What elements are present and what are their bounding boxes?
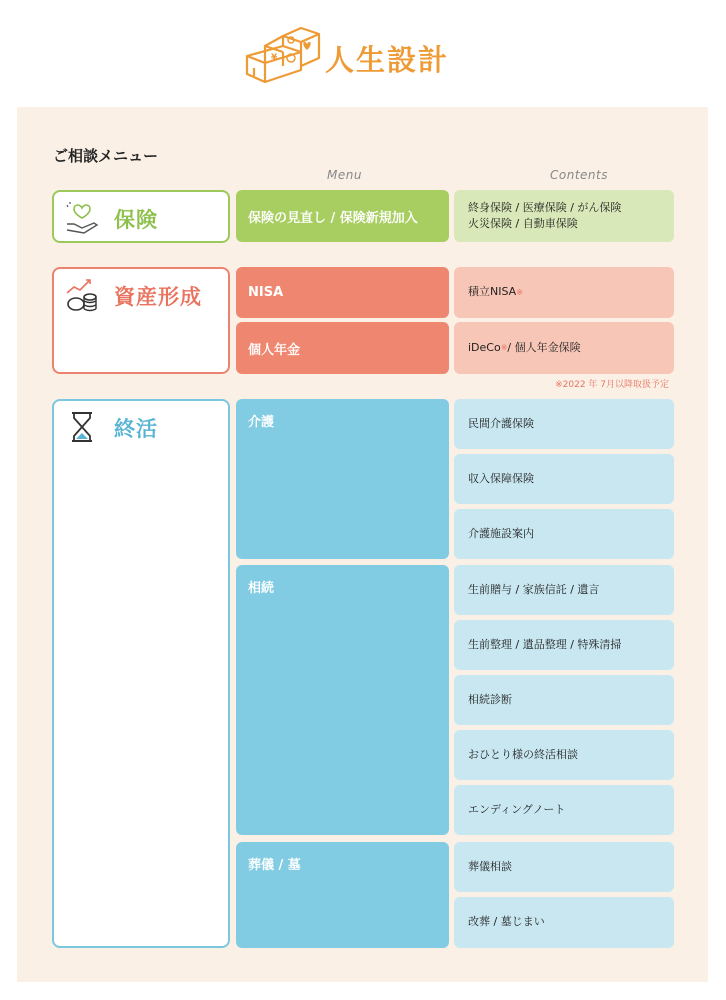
category-label-asset-formation: 資産形成 xyxy=(114,285,202,309)
heart-hand-icon xyxy=(64,200,100,236)
content-insurance-types xyxy=(454,190,674,242)
menu-insurance-review[interactable] xyxy=(236,190,449,242)
content-text: 葬儀相談 xyxy=(468,859,512,873)
content-item xyxy=(454,454,674,504)
category-end-of-life xyxy=(52,399,230,948)
column-header-menu: Menu xyxy=(327,168,362,182)
menu-label: 相続 xyxy=(248,581,275,596)
content-item xyxy=(454,785,674,835)
content-text: おひとり様の終活相談 xyxy=(468,747,578,761)
content-suffix: / 個人年金保険 xyxy=(507,340,581,354)
asterisk-mark: ※ xyxy=(516,287,523,297)
menu-label: 保険の見直し / 保険新規加入 xyxy=(248,210,418,226)
menu-funeral-grave[interactable] xyxy=(236,842,449,948)
category-insurance xyxy=(52,190,230,243)
content-line: 火災保険 / 自動車保険 xyxy=(468,217,578,230)
content-item xyxy=(454,565,674,615)
menu-nursing-care[interactable] xyxy=(236,399,449,559)
header xyxy=(0,0,726,105)
svg-text:¥: ¥ xyxy=(271,53,278,63)
menu-private-pension[interactable] xyxy=(236,322,449,374)
content-item xyxy=(454,842,674,892)
hourglass-icon xyxy=(64,409,100,445)
content-item xyxy=(454,620,674,670)
content-line: 終身保険 / 医療保険 / がん保険 xyxy=(468,200,622,214)
menu-nisa[interactable] xyxy=(236,267,449,318)
content-text: 積立NISA xyxy=(468,285,517,299)
menu-label: 介護 xyxy=(248,415,275,430)
menu-heading: ご相談メニュー xyxy=(53,147,159,165)
content-text: 収入保障保険 xyxy=(468,471,534,485)
content-text: 介護施設案内 xyxy=(468,526,534,540)
content-item xyxy=(454,897,674,948)
category-asset-formation xyxy=(52,267,230,374)
category-label-end-of-life: 終活 xyxy=(114,417,158,441)
column-header-contents: Contents xyxy=(550,168,608,182)
content-text: 生前贈与 / 家族信託 / 遺言 xyxy=(468,582,600,596)
blocks-logo-icon xyxy=(243,22,323,84)
content-text: iDeCo xyxy=(468,340,501,354)
content-text: 民間介護保険 xyxy=(468,416,534,430)
availability-note: ※2022 年 7月以降取扱予定 xyxy=(555,380,669,390)
coins-growth-icon xyxy=(64,277,100,313)
menu-inheritance[interactable] xyxy=(236,565,449,835)
consultation-panel xyxy=(17,107,708,982)
menu-label: 個人年金 xyxy=(248,342,301,358)
content-text: 改葬 / 墓じまい xyxy=(468,915,545,929)
content-text: 相続診断 xyxy=(468,692,512,706)
category-label-insurance: 保険 xyxy=(114,208,158,232)
content-item xyxy=(454,509,674,559)
content-text: 生前整理 / 遺品整理 / 特殊清掃 xyxy=(468,637,622,651)
menu-label: NISA xyxy=(248,285,284,300)
page-title: 人生設計 xyxy=(325,43,450,77)
content-tsumitate-nisa xyxy=(454,267,674,318)
content-item xyxy=(454,675,674,725)
content-ideco xyxy=(454,322,674,374)
menu-label: 葬儀 / 墓 xyxy=(248,858,301,873)
content-text: エンディングノート xyxy=(468,802,566,816)
content-item xyxy=(454,730,674,780)
content-item xyxy=(454,399,674,449)
asterisk-mark: ※ xyxy=(500,343,508,352)
